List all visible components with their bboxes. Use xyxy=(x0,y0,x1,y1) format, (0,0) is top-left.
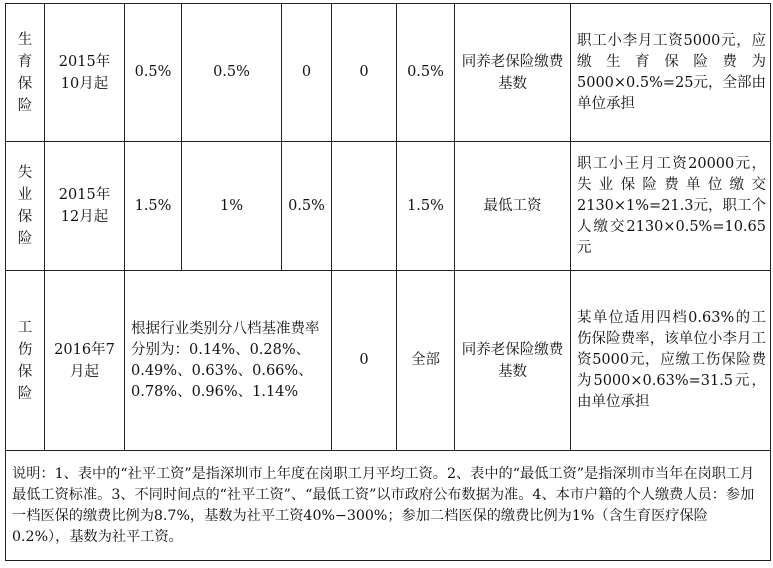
type-char: 险 xyxy=(17,97,33,114)
start-date-cell: 2015年10月起 xyxy=(45,4,125,142)
table-row-maternity xyxy=(6,4,771,142)
insurance-type-cell xyxy=(6,4,45,142)
table-row-unemployment xyxy=(6,142,771,271)
base-cell: 同养老保险缴费基数 xyxy=(455,271,571,451)
rate-cell: 0 xyxy=(282,4,332,142)
type-char: 生 xyxy=(17,31,33,48)
table-row-work-injury xyxy=(6,271,771,451)
insurance-type-cell xyxy=(6,271,45,451)
rate-cell: 全部 xyxy=(397,271,455,451)
rate-cell: 0.5% xyxy=(125,4,182,142)
rate-cell: 0.5% xyxy=(397,4,455,142)
type-char: 险 xyxy=(17,385,33,402)
table-row-note xyxy=(6,451,771,561)
rate-cell: 1% xyxy=(182,142,282,271)
type-char: 保 xyxy=(17,209,33,225)
type-char: 育 xyxy=(17,53,33,70)
insurance-rate-table-container xyxy=(5,3,770,563)
note-cell: 说明：1、表中的“社平工资”是指深圳市上年度在岗职工月平均工资。2、表中的“最低工资”是指深圳市当年在岗职工月最低工资标准。3、不同时间点的“社平工资”、“最低工资”以市政府公布数据为准。4、本市户籍的个人缴费人员：参加一档医保的缴费比例为8.7%，基数为社平工资40%−300%；参加二档医保的缴费比例为1%（含生育医疗保险0.2%），基数为社平工资。 xyxy=(6,451,771,561)
start-date-cell: 2016年7月起 xyxy=(45,271,125,451)
base-cell: 同养老保险缴费基数 xyxy=(455,4,571,142)
rate-cell: 0.5% xyxy=(282,142,332,271)
example-cell: 职工小王月工资20000元，失业保险费单位缴交2130×1%=21.3元，职工个人缴交2130×0.5%=10.65元 xyxy=(571,142,771,271)
start-date-cell: 2015年12月起 xyxy=(45,142,125,271)
type-char: 失 xyxy=(17,165,33,181)
example-cell: 职工小李月工资5000元，应缴生育保险费为5000×0.5%=25元，全部由单位承担 xyxy=(571,4,771,142)
type-char: 工 xyxy=(17,319,33,336)
rate-cell: 1.5% xyxy=(125,142,182,271)
insurance-type-cell xyxy=(6,142,45,271)
type-char: 业 xyxy=(17,187,33,203)
rate-cell: 1.5% xyxy=(397,142,455,271)
rate-cell: 0 xyxy=(332,271,397,451)
rate-description-cell: 根据行业类别分八档基准费率分别为：0.14%、0.28%、0.49%、0.63%、0.66%、0.78%、0.96%、1.14% xyxy=(125,271,332,451)
insurance-rate-table xyxy=(5,3,771,561)
type-char: 险 xyxy=(17,231,33,247)
type-char: 保 xyxy=(17,363,33,380)
type-char: 伤 xyxy=(17,341,33,358)
rate-cell: 0 xyxy=(332,4,397,142)
type-char: 保 xyxy=(17,75,33,92)
rate-cell xyxy=(332,142,397,271)
rate-cell: 0.5% xyxy=(182,4,282,142)
example-cell: 某单位适用四档0.63%的工伤保险费率，该单位小李月工资5000元，应缴工伤保险费为5000×0.63%=31.5元，由单位承担 xyxy=(571,271,771,451)
base-cell: 最低工资 xyxy=(455,142,571,271)
